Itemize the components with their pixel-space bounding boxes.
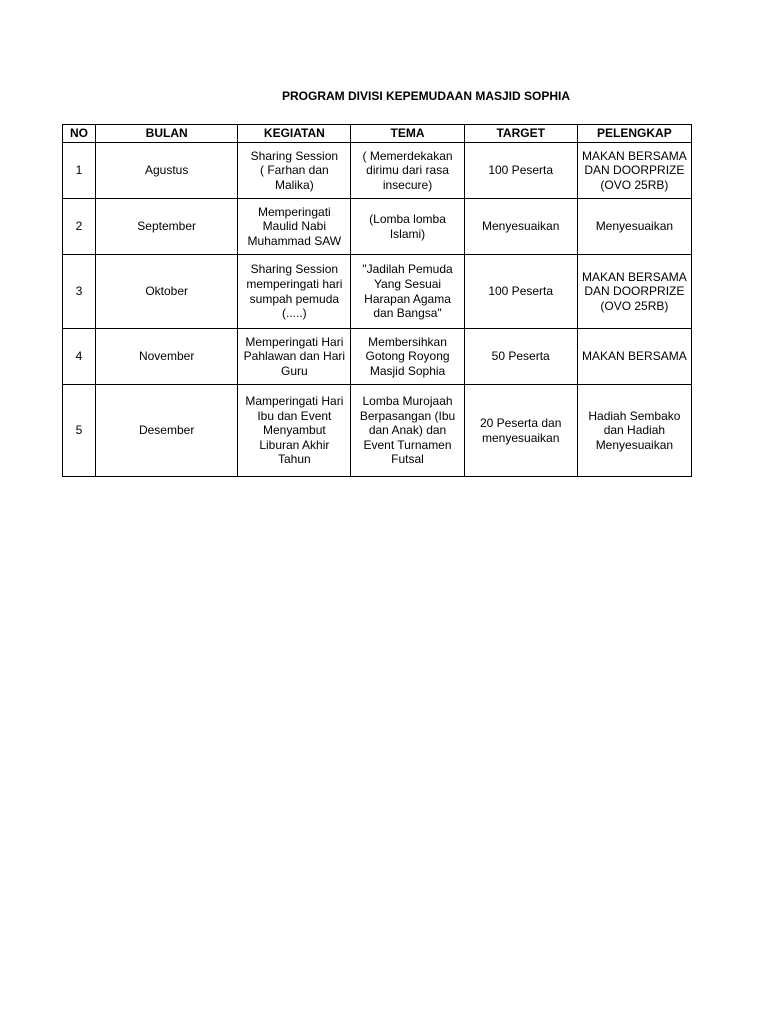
cell-target	[464, 329, 577, 385]
cell-line: Futsal	[391, 452, 424, 467]
cell-no: 1	[63, 143, 96, 199]
cell-line: Masjid Sophia	[369, 363, 446, 378]
cell-line: Lomba Murojaah	[362, 394, 453, 409]
table-row	[63, 385, 692, 477]
program-table	[62, 124, 692, 477]
cell-pelengkap	[577, 385, 691, 477]
cell-line: Event Turnamen	[363, 437, 452, 452]
cell-line: Gotong Royong	[365, 349, 450, 364]
cell-line: DAN DOORPRIZE	[584, 163, 685, 178]
cell-target	[464, 385, 577, 477]
cell-kegiatan	[238, 199, 351, 255]
cell-line: Ibu dan Event	[257, 408, 332, 423]
cell-line: insecure)	[382, 177, 433, 192]
cell-line: ( Memerdekakan	[362, 148, 453, 163]
cell-line: Sharing Session	[250, 148, 339, 163]
cell-line: Muhammad SAW	[247, 233, 342, 248]
header-tema: TEMA	[351, 125, 464, 143]
cell-line: Guru	[281, 363, 308, 378]
table-row	[63, 143, 692, 199]
cell-line: dan Hadiah	[603, 423, 666, 438]
cell-line: (OVO 25RB)	[600, 298, 669, 313]
cell-line: Hadiah Sembako	[588, 408, 681, 423]
cell-bulan: September	[96, 199, 238, 255]
cell-line: "Jadilah Pemuda	[362, 262, 453, 277]
cell-kegiatan	[238, 143, 351, 199]
cell-line: 100 Peserta	[488, 163, 554, 178]
cell-line: Islami)	[389, 226, 426, 241]
cell-line: Menyesuaikan	[595, 437, 674, 452]
cell-line: Tahun	[278, 452, 311, 467]
header-no: NO	[63, 125, 96, 143]
cell-line: MAKAN BERSAMA	[582, 269, 687, 284]
table-row	[63, 199, 692, 255]
table-row	[63, 329, 692, 385]
cell-target	[464, 255, 577, 329]
cell-tema	[351, 199, 464, 255]
cell-line: MAKAN BERSAMA	[582, 148, 687, 163]
cell-line: sumpah pemuda	[249, 291, 340, 306]
cell-pelengkap	[577, 199, 691, 255]
cell-line: Membersihkan	[368, 334, 447, 349]
page-title: PROGRAM DIVISI KEPEMUDAAN MASJID SOPHIA	[281, 89, 571, 103]
cell-no: 5	[63, 385, 96, 477]
cell-line: Berpasangan (Ibu	[359, 408, 456, 423]
cell-bulan: Oktober	[96, 255, 238, 329]
cell-line: (.....)	[282, 306, 307, 321]
table-header-row	[63, 125, 692, 143]
cell-line: dirimu dari rasa	[366, 163, 449, 178]
header-kegiatan: KEGIATAN	[238, 125, 351, 143]
header-bulan: BULAN	[96, 125, 238, 143]
cell-line: Mamperingati Hari	[245, 394, 344, 409]
cell-target	[464, 143, 577, 199]
cell-line: Sharing Session	[250, 262, 339, 277]
cell-line: Malika)	[275, 177, 314, 192]
cell-target	[464, 199, 577, 255]
cell-line: 100 Peserta	[488, 284, 554, 299]
cell-line: Memperingati	[258, 204, 331, 219]
cell-line: Menyesuaikan	[482, 219, 560, 234]
cell-line: memperingati hari	[246, 276, 343, 291]
cell-line: Memperingati Hari	[245, 334, 344, 349]
cell-tema	[351, 255, 464, 329]
cell-line: MAKAN BERSAMA	[582, 349, 687, 364]
cell-no: 4	[63, 329, 96, 385]
cell-line: Liburan Akhir	[259, 437, 330, 452]
cell-bulan: Desember	[96, 385, 238, 477]
cell-pelengkap	[577, 255, 691, 329]
cell-line: dan Bangsa"	[373, 306, 442, 321]
cell-pelengkap	[577, 143, 691, 199]
cell-tema	[351, 385, 464, 477]
cell-line: Menyambut	[263, 423, 326, 438]
table-row	[63, 255, 692, 329]
cell-line: Pahlawan dan Hari	[243, 349, 346, 364]
header-target: TARGET	[464, 125, 577, 143]
cell-line: Harapan Agama	[364, 291, 451, 306]
cell-bulan: Agustus	[96, 143, 238, 199]
cell-tema	[351, 329, 464, 385]
cell-line: (OVO 25RB)	[600, 177, 669, 192]
cell-tema	[351, 143, 464, 199]
header-pelengkap: PELENGKAP	[577, 125, 691, 143]
cell-no: 2	[63, 199, 96, 255]
cell-line: DAN DOORPRIZE	[584, 284, 685, 299]
cell-no: 3	[63, 255, 96, 329]
cell-line: Menyesuaikan	[595, 219, 674, 234]
cell-kegiatan	[238, 255, 351, 329]
cell-kegiatan	[238, 385, 351, 477]
cell-line: 50 Peserta	[491, 349, 550, 364]
cell-kegiatan	[238, 329, 351, 385]
cell-line: (Lomba lomba	[369, 211, 446, 226]
table-body	[63, 143, 692, 477]
cell-line: dan Anak) dan	[368, 423, 447, 438]
cell-line: ( Farhan dan	[259, 163, 329, 178]
table-header	[63, 125, 692, 143]
cell-line: Yang Sesuai	[373, 276, 442, 291]
cell-pelengkap	[577, 329, 691, 385]
cell-line: Maulid Nabi	[262, 219, 327, 234]
cell-line: 20 Peserta dan	[479, 415, 562, 430]
cell-line: menyesuaikan	[482, 430, 560, 445]
cell-bulan: November	[96, 329, 238, 385]
